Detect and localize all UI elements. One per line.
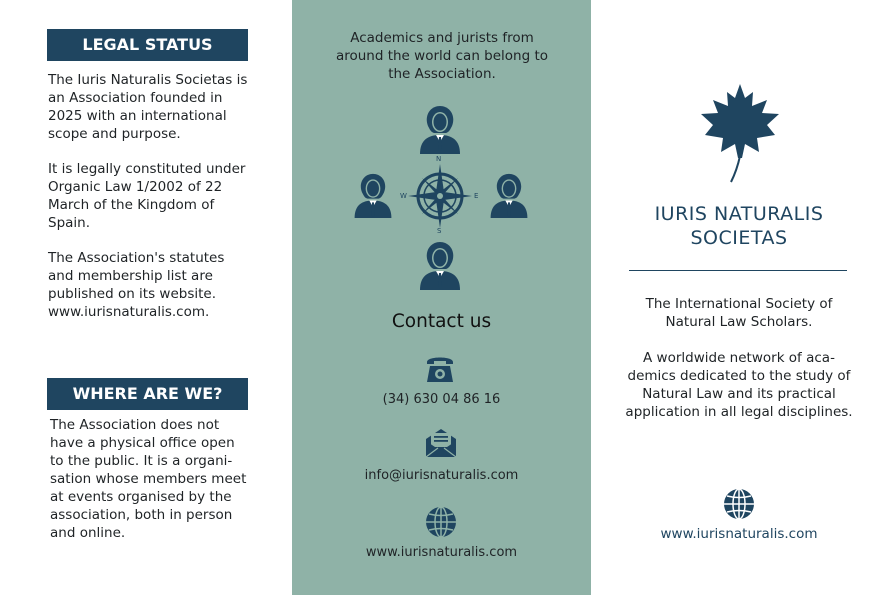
legal-status-heading [47, 29, 248, 61]
organization-subtitle: The International Society of Natural Law Scholars. [645, 296, 833, 330]
legal-status-paragraph-3: The Association's statutes and membership list are published on its website. www.iurisnaturalis.com. [48, 250, 225, 320]
globe-icon [424, 505, 458, 539]
left-panel [0, 0, 292, 595]
telephone-icon [424, 352, 456, 384]
legal-status-paragraph-2: It is legally constituted under Organic Law 1/2002 of 22 March of the Kingdom of Spain. [48, 161, 246, 231]
jurist-icon-left [350, 172, 396, 218]
where-are-we-text [50, 416, 252, 542]
compass-letter-w: W [400, 192, 407, 200]
organization-summary: A worldwide network of aca-demics dedicated to the study of Natural Law and its practical application in all legal disciplines. [625, 350, 853, 420]
organization-title [591, 202, 887, 250]
compass-rose-icon [400, 156, 480, 236]
where-are-we-heading [47, 378, 248, 410]
email-address[interactable]: info@iurisnaturalis.com [364, 468, 519, 483]
middle-panel [292, 0, 591, 595]
jurist-icon-right [486, 172, 532, 218]
compass-letter-s: S [437, 227, 442, 235]
right-website-link[interactable]: www.iurisnaturalis.com [660, 526, 818, 542]
organization-title-line1: IURIS NATURALIS [654, 203, 824, 225]
legal-status-text [48, 71, 252, 321]
phone-number[interactable]: (34) 630 04 86 16 [382, 392, 501, 407]
envelope-icon [424, 427, 458, 459]
jurist-icon-bottom [416, 240, 464, 290]
membership-intro: Academics and jurists from around the world can belong to the Association. [335, 30, 549, 82]
jurist-icon-top [416, 104, 464, 154]
maple-leaf-icon [695, 80, 785, 184]
legal-status-heading-text: LEGAL STATUS [82, 35, 213, 54]
contact-title: Contact us [391, 311, 492, 332]
compass-letter-e: E [474, 192, 479, 200]
where-are-we-paragraph: The Association does not have a physical office open to the public. It is a organi-sation whose members meet at events organised by the association, both in person and online. [50, 417, 247, 541]
organization-description [621, 295, 857, 439]
compass-letter-n: N [436, 155, 442, 163]
title-divider [629, 270, 847, 271]
where-are-we-heading-text: WHERE ARE WE? [72, 384, 223, 403]
right-panel [591, 0, 887, 595]
organization-title-line2: SOCIETAS [690, 227, 788, 249]
website-link[interactable]: www.iurisnaturalis.com [365, 545, 518, 560]
legal-status-paragraph-1: The Iuris Naturalis Societas is an Association founded in 2025 with an international scope and purpose. [48, 72, 248, 142]
globe-icon [722, 487, 756, 521]
